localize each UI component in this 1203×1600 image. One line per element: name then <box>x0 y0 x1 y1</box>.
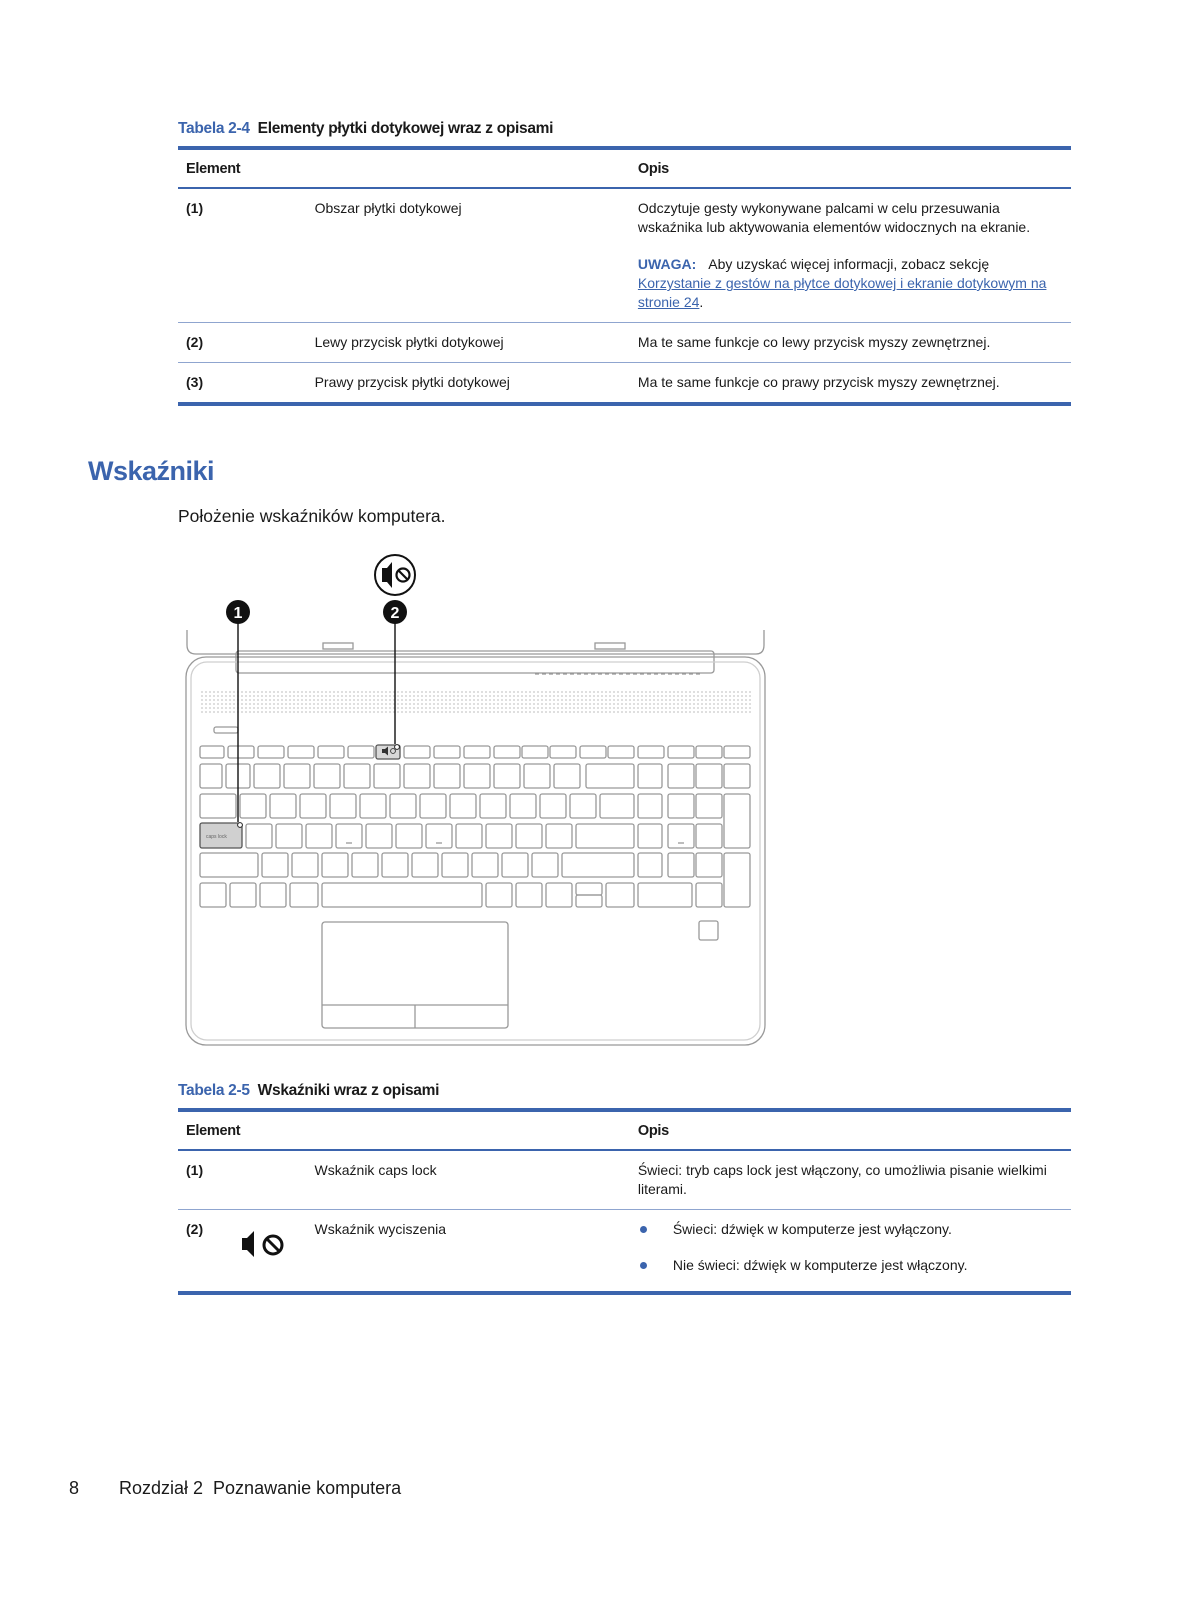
hinge-tab-left <box>323 643 353 649</box>
table2-caption-text: Wskaźniki wraz z opisami <box>257 1082 440 1099</box>
chapter-title: Rozdział 2 Poznawanie komputera <box>119 1478 402 1498</box>
list-item: Nie świeci: dźwięk w komputerze jest włączony. <box>638 1256 1063 1275</box>
row-description: Świeci: tryb caps lock jest włączony, co umożliwia pisanie wielkimi literami. <box>637 1162 1047 1197</box>
row-number: (3) <box>186 374 204 390</box>
mute-led <box>395 745 400 750</box>
list-item: Świeci: dźwięk w komputerze jest wyłączony. <box>638 1220 1063 1239</box>
row-element: Lewy przycisk płytki dotykowej <box>314 334 504 350</box>
row-number: (1) <box>186 200 204 216</box>
page-number: 8 <box>69 1478 80 1498</box>
row-description <box>630 1210 1071 1294</box>
row-description <box>630 188 1071 323</box>
shift-row <box>200 853 750 907</box>
callout-2-text: 2 <box>390 605 400 622</box>
hinge-tab-right <box>595 643 625 649</box>
table2-header-row <box>178 1110 1071 1150</box>
section-title: Wskaźniki <box>88 456 215 486</box>
mute-icon <box>240 1228 288 1262</box>
row-number: (1) <box>186 1162 204 1178</box>
keyboard-figure <box>180 550 772 1050</box>
row-description: Ma te same funkcje co prawy przycisk myszy zewnętrznej. <box>637 374 1000 390</box>
home-row <box>200 823 722 848</box>
table1-caption <box>178 120 553 138</box>
row-number: (2) <box>186 1221 204 1237</box>
table1-header-element: Element <box>186 161 241 177</box>
table2 <box>178 1108 1071 1295</box>
table-row <box>178 363 1071 405</box>
note: UWAGA: Aby uzyskać więcej informacji, zobacz sekcję Korzystanie z gestów na płytce dotykowej i ekranie dotykowym na stronie 24. <box>637 256 1047 310</box>
row-element: Wskaźnik wyciszenia <box>314 1221 447 1237</box>
caps-key-label: caps lock <box>206 834 227 840</box>
row-element: Wskaźnik caps lock <box>314 1162 437 1178</box>
table-row <box>178 1150 1071 1210</box>
table-row <box>178 188 1071 323</box>
base-outline <box>186 657 765 1045</box>
section-intro: Położenie wskaźników komputera. <box>178 506 446 526</box>
bullet-list <box>638 1220 1063 1275</box>
row-number: (2) <box>186 334 204 350</box>
table1-caption-number: Tabela 2-4 <box>178 120 250 137</box>
speaker-grill <box>200 691 751 715</box>
table-row <box>178 323 1071 363</box>
table-row <box>178 1210 1071 1294</box>
row-number-cell <box>178 1210 307 1294</box>
row-element: Obszar płytki dotykowej <box>314 200 462 216</box>
note-link[interactable]: Korzystanie z gestów na płytce dotykowej i ekranie dotykowym na stronie 24 <box>637 275 1047 310</box>
row-element: Prawy przycisk płytki dotykowej <box>314 374 510 390</box>
base-inner <box>191 662 760 1040</box>
callout-2 <box>383 600 407 624</box>
table2-caption <box>178 1082 439 1100</box>
function-row <box>200 745 750 759</box>
row-description: Ma te same funkcje co lewy przycisk myszy zewnętrznej. <box>637 334 991 350</box>
callout-1 <box>226 600 250 624</box>
table1 <box>178 146 1071 406</box>
table2-header-desc: Opis <box>637 1123 669 1139</box>
mute-icon <box>375 555 415 595</box>
table1-header-desc: Opis <box>637 161 669 177</box>
row-description-text: Odczytuje gesty wykonywane palcami w celu przesuwania wskaźnika lub aktywowania elementów widocznych na ekranie. <box>637 200 1031 235</box>
note-text: Aby uzyskać więcej informacji, zobacz sekcję <box>708 256 990 272</box>
power-button <box>214 727 238 733</box>
callout-1-text: 1 <box>233 605 243 622</box>
table1-header-row <box>178 148 1071 188</box>
table1-caption-text: Elementy płytki dotykowej wraz z opisami <box>257 120 554 137</box>
fingerprint-sensor <box>699 921 718 940</box>
caps-lock-led <box>238 823 243 828</box>
table2-caption-number: Tabela 2-5 <box>178 1082 250 1099</box>
table2-header-element: Element <box>186 1123 241 1139</box>
note-label: UWAGA: <box>637 256 697 272</box>
bottom-row <box>200 883 722 907</box>
number-row <box>200 764 750 788</box>
